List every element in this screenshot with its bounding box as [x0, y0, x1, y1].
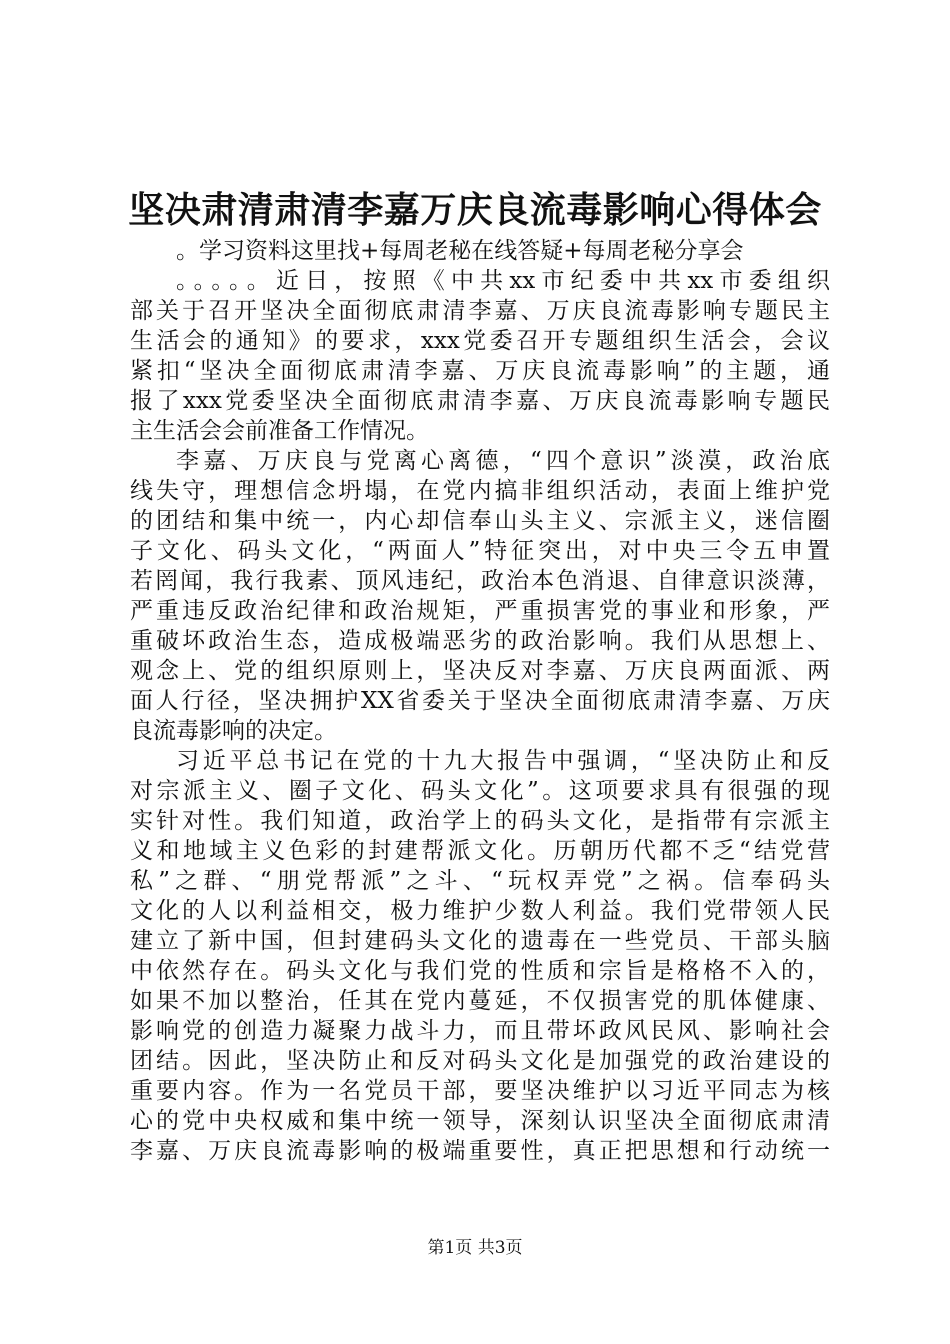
- text-line: 。。。。。近日，按照《中共xx市纪委中共xx市委组织: [176, 268, 830, 294]
- text-line: 的团结和集中统一，内心却信奉山头主义、宗派主义，迷信圈: [130, 508, 830, 534]
- text-line: 重要内容。作为一名党员干部，要坚决维护以习近平同志为核: [130, 1078, 830, 1104]
- text-line: 紧扣“坚决全面彻底肃清李嘉、万庆良流毒影响”的主题，通: [130, 358, 830, 384]
- text-line: 观念上、党的组织原则上，坚决反对李嘉、万庆良两面派、两: [130, 658, 830, 684]
- text-line: 对宗派主义、圈子文化、码头文化”。这项要求具有很强的现: [130, 778, 830, 804]
- text-line: 文化的人以利益相交，极力维护少数人利益。我们党带领人民: [130, 898, 830, 924]
- text-line: 李嘉、万庆良流毒影响的极端重要性，真正把思想和行动统一: [130, 1138, 830, 1164]
- text-line: 重破坏政治生态，造成极端恶劣的政治影响。我们从思想上、: [130, 628, 830, 654]
- text-line: 若罔闻，我行我素、顶风违纪，政治本色消退、自律意识淡薄，: [130, 568, 830, 594]
- text-line: 影响党的创造力凝聚力战斗力，而且带坏政风民风、影响社会: [130, 1018, 830, 1044]
- text-line: 子文化、码头文化，“两面人”特征突出，对中央三令五申置: [130, 538, 830, 564]
- text-line: 线失守，理想信念坍塌，在党内搞非组织活动，表面上维护党: [130, 478, 830, 504]
- text-line: 私”之群、“朋党帮派”之斗、“玩权弄党”之祸。信奉码头: [130, 868, 830, 894]
- document-title: 坚决肃清肃清李嘉万庆良流毒影响心得体会: [128, 189, 822, 231]
- text-line: 习近平总书记在党的十九大报告中强调，“坚决防止和反: [176, 748, 830, 774]
- text-line: 生活会的通知》的要求，xxx党委召开专题组织生活会，会议: [130, 328, 830, 354]
- text-line: 建立了新中国，但封建码头文化的遗毒在一些党员、干部头脑: [130, 928, 830, 954]
- text-line: 中依然存在。码头文化与我们党的性质和宗旨是格格不入的，: [130, 958, 830, 984]
- text-line: 团结。因此，坚决防止和反对码头文化是加强党的政治建设的: [130, 1048, 830, 1074]
- text-line: 。学习资料这里找+每周老秘在线答疑+每周老秘分享会: [176, 238, 744, 264]
- page-footer: 第1页 共3页: [427, 1238, 523, 1258]
- text-line: 严重违反政治纪律和政治规矩，严重损害党的事业和形象，严: [130, 598, 830, 624]
- text-line: 心的党中央权威和集中统一领导，深刻认识坚决全面彻底肃清: [130, 1108, 830, 1134]
- text-line: 主生活会会前准备工作情况。: [130, 418, 429, 444]
- document-body: [130, 236, 830, 1166]
- text-line: 如果不加以整治，任其在党内蔓延，不仅损害党的肌体健康、: [130, 988, 830, 1014]
- text-line: 部关于召开坚决全面彻底肃清李嘉、万庆良流毒影响专题民主: [130, 298, 830, 324]
- text-line: 义和地域主义色彩的封建帮派文化。历朝历代都不乏“结党营: [130, 838, 830, 864]
- text-line: 良流毒影响的决定。: [130, 718, 337, 744]
- text-line: 实针对性。我们知道，政治学上的码头文化，是指带有宗派主: [130, 808, 830, 834]
- text-line: 面人行径，坚决拥护XX省委关于坚决全面彻底肃清李嘉、万庆: [130, 688, 830, 714]
- text-line: 李嘉、万庆良与党离心离德，“四个意识”淡漠，政治底: [176, 448, 830, 474]
- text-line: 报了xxx党委坚决全面彻底肃清李嘉、万庆良流毒影响专题民: [130, 388, 830, 414]
